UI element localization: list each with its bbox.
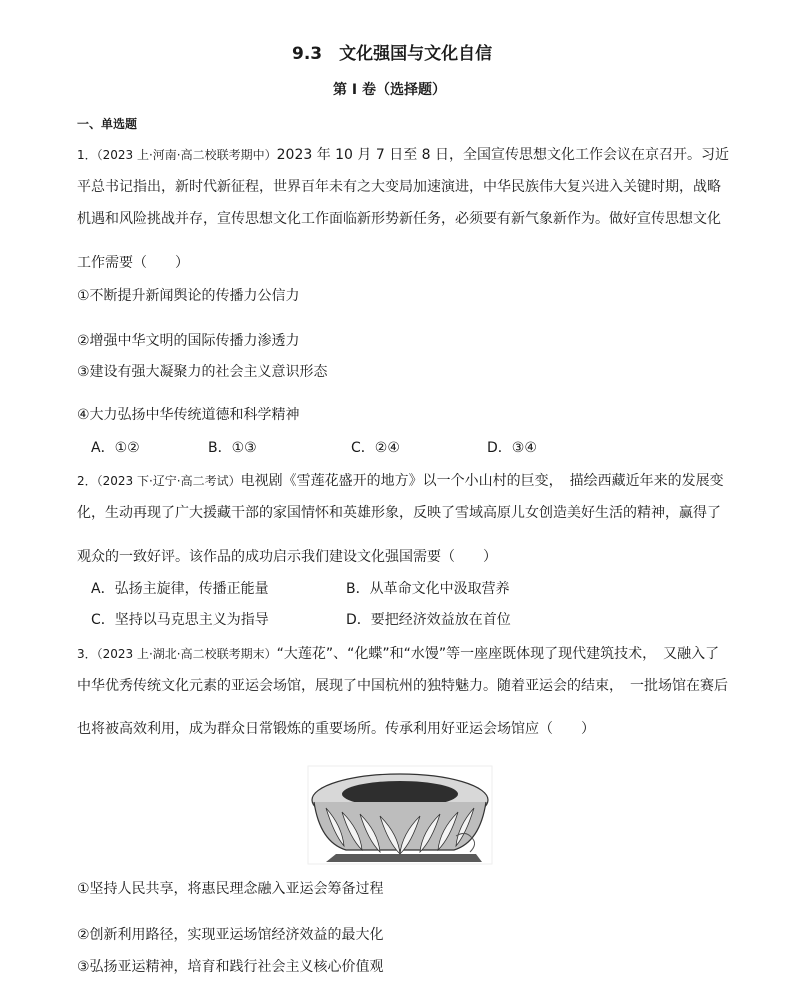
- q3-item-2: ②创新利用路径，实现亚运场馆经济效益的最大化: [77, 927, 384, 943]
- q2-stem-line-2: 化，生动再现了广大援藏干部的家国情怀和英雄形象，反映了雪域高原儿女创造美好生活的精神，赢得了: [77, 505, 721, 521]
- q3-first-line: [77, 644, 719, 664]
- q3-item-1: ①坚持人民共享，将惠民理念融入亚运会筹备过程: [77, 881, 384, 897]
- q2-source: 2．（2023 下·辽宁·高二考试）: [77, 474, 241, 488]
- q1-first-line: [77, 145, 729, 165]
- q1-stem-line-3: 机遇和风险挑战并存，宣传思想文化工作面临新形势新任务，必须要有新气象新作为。做好宣传思想文化: [77, 211, 721, 227]
- q2-option-b[interactable]: B．从革命文化中汲取营养: [346, 581, 510, 597]
- q3-stem-line-2: 中华优秀传统文化元素的亚运会场馆，展现了中国杭州的独特魅力。随着亚运会的结束， 一批场馆在赛后: [77, 678, 728, 694]
- q2-option-d[interactable]: D．要把经济效益放在首位: [346, 612, 511, 628]
- q1-option-b[interactable]: B．①③: [208, 440, 257, 456]
- q1-source: 1．（2023 上·河南·高二校联考期中）: [77, 148, 277, 162]
- q2-stem-line-1: 电视剧《雪莲花盛开的地方》以一个小山村的巨变， 描绘西藏近年来的发展变: [240, 473, 724, 489]
- q1-stem-line-4: 工作需要（ ）: [77, 255, 189, 271]
- q3-stem-line-1: “大莲花”、“化蝶”和“水馒”等一座座既体现了现代建筑技术， 又融入了: [276, 646, 720, 662]
- q3-source: 3．（2023 上·湖北·高二校联考期末）: [77, 647, 277, 661]
- q1-item-1: ①不断提升新闻舆论的传播力公信力: [77, 288, 300, 304]
- q1-option-a[interactable]: A．①②: [91, 440, 140, 456]
- q1-item-4: ④大力弘扬中华传统道德和科学精神: [77, 407, 300, 423]
- q2-option-a[interactable]: A．弘扬主旋律，传播正能量: [91, 581, 269, 597]
- q1-option-d[interactable]: D．③④: [487, 440, 537, 456]
- q3-stem-line-3: 也将被高效利用，成为群众日常锻炼的重要场所。传承利用好亚运会场馆应（ ）: [77, 721, 595, 737]
- q1-stem-line-2: 平总书记指出，新时代新征程，世界百年未有之大变局加速演进，中华民族伟大复兴进入关键时期，战略: [77, 179, 721, 195]
- q2-option-c[interactable]: C．坚持以马克思主义为指导: [91, 612, 269, 628]
- section-heading: 一、单选题: [77, 117, 138, 131]
- lotus-stadium-drawing: [306, 764, 494, 866]
- q2-first-line: [77, 471, 724, 491]
- q2-stem-line-3: 观众的一致好评。该作品的成功启示我们建设文化强国需要（ ）: [77, 549, 497, 565]
- page-title: 9.3 文化强国与文化自信: [292, 44, 493, 64]
- q1-stem-line-1: 2023 年 10 月 7 日至 8 日，全国宣传思想文化工作会议在京召开。习近: [276, 147, 730, 163]
- q3-item-3: ③弘扬亚运精神，培育和践行社会主义核心价值观: [77, 959, 384, 975]
- lotus-stadium-image: [306, 764, 494, 866]
- part-subtitle: 第 I 卷（选择题）: [333, 82, 446, 98]
- q1-item-3: ③建设有强大凝聚力的社会主义意识形态: [77, 364, 328, 380]
- q1-option-c[interactable]: C．②④: [351, 440, 400, 456]
- q1-item-2: ②增强中华文明的国际传播力渗透力: [77, 333, 300, 349]
